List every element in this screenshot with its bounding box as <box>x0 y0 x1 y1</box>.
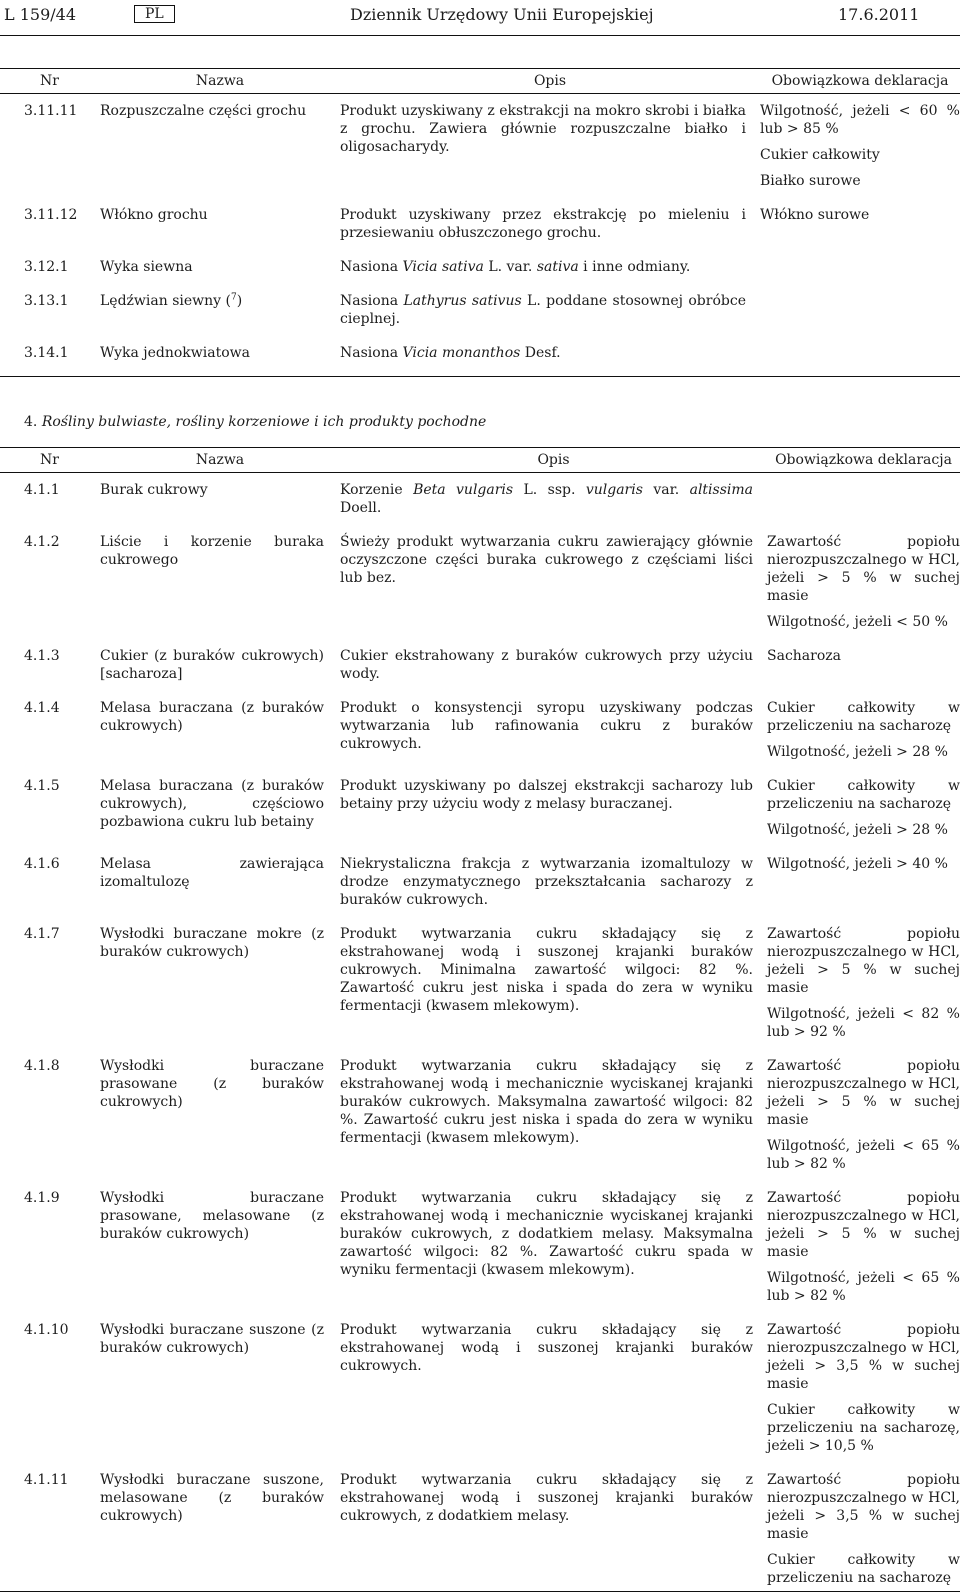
row-number <box>0 699 100 777</box>
declaration-item: Zawartość popiołu nierozpuszczalnego w HCl, jeżeli > 3,5 % w suchej masie <box>767 1472 960 1542</box>
table-row <box>0 94 960 207</box>
row-name-text: Liście i korzenie buraka cukrowego <box>100 534 324 568</box>
row-number <box>0 473 100 534</box>
row-declaration <box>760 292 960 344</box>
table-row <box>0 925 960 1057</box>
row-description <box>340 473 767 534</box>
row-declaration <box>767 647 960 699</box>
row-name-text: Melasa buraczana (z buraków cukrowych), częściowo pozbawiona cukru lub betainy <box>100 778 324 830</box>
section-title: Rośliny bulwiaste, rośliny korzeniowe i ich produkty pochodne <box>41 414 487 430</box>
column-header-opis: Opis <box>340 69 760 94</box>
table-row <box>0 292 960 344</box>
row-description-text: Niekrystaliczna frakcja z wytwarzania izomaltulozy w drodze enzymatycznego przekształcania sacharozy z buraków cukrowych. <box>340 856 753 908</box>
row-number-text: 3.11.12 <box>24 207 78 223</box>
row-name <box>100 292 340 344</box>
declaration-item: Wilgotność, jeżeli > 28 % <box>767 744 948 760</box>
row-number <box>0 925 100 1057</box>
declaration-item: Zawartość popiołu nierozpuszczalnego w HCl, jeżeli > 5 % w suchej masie <box>767 1190 960 1260</box>
row-name <box>100 647 340 699</box>
row-description <box>340 94 760 207</box>
description-part: Vicia sativa <box>402 259 484 275</box>
table-row <box>0 777 960 855</box>
row-name <box>100 1057 340 1189</box>
column-header-nr: Nr <box>0 448 100 473</box>
row-description <box>340 206 760 258</box>
row-declaration <box>760 206 960 258</box>
row-number <box>0 647 100 699</box>
description-part: i inne odmiany. <box>578 259 691 275</box>
description-part: Korzenie <box>340 482 414 498</box>
declaration-item: Sacharoza <box>767 648 841 664</box>
row-name <box>100 1471 340 1592</box>
row-number-text: 4.1.7 <box>24 926 60 942</box>
row-description <box>340 1189 767 1321</box>
row-number-text: 4.1.2 <box>24 534 60 550</box>
header-rule <box>0 35 960 36</box>
row-name <box>100 855 340 925</box>
row-name-text: Wyka siewna <box>100 259 193 275</box>
table-row <box>0 258 960 292</box>
row-number-text: 4.1.5 <box>24 778 60 794</box>
row-name-text: Rozpuszczalne części grochu <box>100 103 307 119</box>
description-part: Lathyrus sativus <box>403 293 522 309</box>
column-header-nazwa: Nazwa <box>100 69 340 94</box>
row-number-text: 3.14.1 <box>24 345 69 361</box>
column-header-nr: Nr <box>0 69 100 94</box>
row-number-text: 4.1.6 <box>24 856 60 872</box>
table-header-row <box>0 448 960 473</box>
row-description <box>340 855 767 925</box>
row-number-text: 4.1.11 <box>24 1472 69 1488</box>
table-row <box>0 533 960 647</box>
declaration-item: Wilgotność, jeżeli < 50 % <box>767 614 948 630</box>
section-number: 4. <box>24 414 38 430</box>
row-description <box>340 699 767 777</box>
row-number-text: 3.13.1 <box>24 293 69 309</box>
language-code: PL <box>134 5 175 23</box>
row-description-text: Produkt uzyskiwany z ekstrakcji na mokro skrobi i białka z grochu. Zawiera głównie rozpuszczalne białko i oligosacharydy. <box>340 103 746 155</box>
footnote-reference: 7 <box>230 292 237 303</box>
section-heading <box>24 413 486 431</box>
row-number <box>0 533 100 647</box>
row-name <box>100 925 340 1057</box>
description-part: sativa <box>536 259 579 275</box>
column-header-deklaracja: Obowiązkowa deklaracja <box>760 69 960 94</box>
description-part: Nasiona <box>340 293 404 309</box>
row-name-suffix: ) <box>236 293 243 309</box>
declaration-item: Wilgotność, jeżeli < 65 % lub > 82 % <box>767 1138 960 1172</box>
column-header-nazwa: Nazwa <box>100 448 340 473</box>
row-number <box>0 1057 100 1189</box>
table-row <box>0 1057 960 1189</box>
row-name <box>100 473 340 534</box>
row-number <box>0 1321 100 1471</box>
row-declaration <box>767 533 960 647</box>
row-name-text: Melasa zawierająca izomaltulozę <box>100 856 324 890</box>
row-name-text: Wysłodki buraczane suszone (z buraków cukrowych) <box>100 1322 324 1356</box>
row-description-text: Produkt o konsystencji syropu uzyskiwany podczas wytwarzania lub rafinowania cukru z buraków cukrowych. <box>340 700 753 752</box>
description-part: Nasiona <box>340 345 403 361</box>
row-description-text: Produkt uzyskiwany przez ekstrakcję po mieleniu i przesiewaniu obłuszczonego grochu. <box>340 207 746 241</box>
row-name <box>100 533 340 647</box>
description-part: Desf. <box>520 345 561 361</box>
row-declaration <box>767 855 960 925</box>
description-part: var. <box>642 482 690 498</box>
row-description <box>340 647 767 699</box>
journal-title: Dziennik Urzędowy Unii Europejskiej <box>350 5 654 24</box>
declaration-item: Cukier całkowity w przeliczeniu na sacharozę <box>767 778 960 812</box>
row-number <box>0 1471 100 1592</box>
declaration-item: Cukier całkowity <box>760 147 880 163</box>
declaration-item: Cukier całkowity w przeliczeniu na sacharozę <box>767 700 960 734</box>
row-number-text: 3.11.11 <box>24 103 78 119</box>
row-name <box>100 777 340 855</box>
feed-table-legumes <box>0 68 960 377</box>
row-description <box>340 533 767 647</box>
row-description-text: Cukier ekstrahowany z buraków cukrowych przy użyciu wody. <box>340 648 753 682</box>
description-part: Vicia monanthos <box>402 345 521 361</box>
declaration-item: Cukier całkowity w przeliczeniu na sacharozę, jeżeli > 10,5 % <box>767 1402 960 1454</box>
table-row <box>0 1321 960 1471</box>
row-description <box>340 1471 767 1592</box>
row-name-text: Cukier (z buraków cukrowych) [sacharoza] <box>100 648 324 682</box>
row-description-text: Produkt wytwarzania cukru składający się z ekstrahowanej wodą i mechanicznie wyciskanej krajanki buraków cukrowych. Maksymalna zawartość wilgoci: 82 %. Zawartość cukru jest niska i spada do zera w wyniku fermentacji (kwasem mlekowym). <box>340 1058 753 1146</box>
row-description-text: Produkt wytwarzania cukru składający się z ekstrahowanej wodą i suszonej krajanki buraków cukrowych. <box>340 1322 753 1374</box>
row-declaration <box>767 1321 960 1471</box>
row-number <box>0 94 100 207</box>
row-declaration <box>760 94 960 207</box>
description-part: L. var. <box>483 259 537 275</box>
row-description <box>340 344 760 377</box>
row-declaration <box>767 777 960 855</box>
row-description <box>340 925 767 1057</box>
row-number-text: 4.1.3 <box>24 648 60 664</box>
row-name <box>100 94 340 207</box>
row-number <box>0 1189 100 1321</box>
row-description-text: Produkt uzyskiwany po dalszej ekstrakcji sacharozy lub betainy przy użyciu wody z melasy buraczanej. <box>340 778 753 812</box>
row-number-text: 3.12.1 <box>24 259 69 275</box>
row-name <box>100 1189 340 1321</box>
table-row <box>0 699 960 777</box>
row-description <box>340 292 760 344</box>
row-number <box>0 292 100 344</box>
column-header-opis: Opis <box>340 448 767 473</box>
row-name-text: Włókno grochu <box>100 207 208 223</box>
declaration-item: Zawartość popiołu nierozpuszczalnego w HCl, jeżeli > 5 % w suchej masie <box>767 926 960 996</box>
table-row <box>0 1471 960 1592</box>
row-number-text: 4.1.9 <box>24 1190 60 1206</box>
row-name-text: Wysłodki buraczane prasowane (z buraków cukrowych) <box>100 1058 324 1110</box>
description-part: altissima <box>689 482 753 498</box>
row-number-text: 4.1.4 <box>24 700 60 716</box>
row-description-text: Produkt wytwarzania cukru składający się z ekstrahowanej wodą i mechanicznie wyciskanej krajanki buraków cukrowych, z dodatkiem melasy. Maksymalna zawartość wilgoci: 82 %. Zawartość cukru spada w wyniku fermentacji (kwasem mlekowym). <box>340 1190 753 1278</box>
row-name <box>100 206 340 258</box>
row-name <box>100 699 340 777</box>
row-number <box>0 855 100 925</box>
column-header-deklaracja: Obowiązkowa deklaracja <box>767 448 960 473</box>
description-part: L. poddane stosownej obróbce cieplnej. <box>340 293 746 327</box>
description-part: L. ssp. <box>513 482 586 498</box>
row-number <box>0 344 100 377</box>
description-part: Doell. <box>340 500 382 516</box>
row-number-text: 4.1.10 <box>24 1322 69 1338</box>
row-declaration <box>767 1471 960 1592</box>
declaration-item: Białko surowe <box>760 173 861 189</box>
row-declaration <box>760 344 960 377</box>
row-name <box>100 344 340 377</box>
declaration-item: Wilgotność, jeżeli > 40 % <box>767 856 948 872</box>
row-declaration <box>767 925 960 1057</box>
row-number <box>0 777 100 855</box>
row-number-text: 4.1.1 <box>24 482 60 498</box>
row-name-text: Burak cukrowy <box>100 482 208 498</box>
row-name-text: Lędźwian siewny ( <box>100 293 231 309</box>
language-badge <box>134 2 175 24</box>
row-number <box>0 206 100 258</box>
row-description-text: Świeży produkt wytwarzania cukru zawierający głównie oczyszczone części buraka cukrowego z częściami liści lub bez. <box>340 534 753 586</box>
row-number-text: 4.1.8 <box>24 1058 60 1074</box>
row-name-text: Wysłodki buraczane mokre (z buraków cukrowych) <box>100 926 324 960</box>
row-declaration <box>767 1057 960 1189</box>
row-name-text: Wyka jednokwiatowa <box>100 345 250 361</box>
row-declaration <box>760 258 960 292</box>
table-row <box>0 647 960 699</box>
declaration-item: Wilgotność, jeżeli > 28 % <box>767 822 948 838</box>
publication-date: 17.6.2011 <box>838 5 920 24</box>
table-header-row <box>0 69 960 94</box>
row-name <box>100 1321 340 1471</box>
row-name-text: Wysłodki buraczane prasowane, melasowane (z buraków cukrowych) <box>100 1190 324 1242</box>
row-description-text: Produkt wytwarzania cukru składający się z ekstrahowanej wodą i suszonej krajanki buraków cukrowych. Minimalna zawartość wilgoci: 82 %. Zawartość cukru jest niska i spada do zera w wyniku fermentacji (kwasem mlekowym). <box>340 926 753 1014</box>
row-description <box>340 1321 767 1471</box>
row-description-text: Produkt wytwarzania cukru składający się z ekstrahowanej wodą i suszonej krajanki buraków cukrowych, z dodatkiem melasy. <box>340 1472 753 1524</box>
declaration-item: Wilgotność, jeżeli < 65 % lub > 82 % <box>767 1270 960 1304</box>
declaration-item: Wilgotność, jeżeli < 60 % lub > 85 % <box>760 103 960 137</box>
declaration-item: Włókno surowe <box>760 207 870 223</box>
declaration-item: Cukier całkowity w przeliczeniu na sacharozę <box>767 1552 960 1586</box>
row-name-text: Wysłodki buraczane suszone, melasowane (z buraków cukrowych) <box>100 1472 324 1524</box>
declaration-item: Zawartość popiołu nierozpuszczalnego w HCl, jeżeli > 3,5 % w suchej masie <box>767 1322 960 1392</box>
row-description <box>340 777 767 855</box>
table-row <box>0 855 960 925</box>
table-row <box>0 473 960 534</box>
row-name <box>100 258 340 292</box>
row-description <box>340 258 760 292</box>
table-row <box>0 344 960 377</box>
row-declaration <box>767 473 960 534</box>
table-row <box>0 206 960 258</box>
table-row <box>0 1189 960 1321</box>
description-part: vulgaris <box>585 482 643 498</box>
row-description <box>340 1057 767 1189</box>
row-declaration <box>767 1189 960 1321</box>
row-declaration <box>767 699 960 777</box>
row-name-text: Melasa buraczana (z buraków cukrowych) <box>100 700 324 734</box>
page-reference: L 159/44 <box>4 5 76 24</box>
row-number <box>0 258 100 292</box>
description-part: Nasiona <box>340 259 403 275</box>
declaration-item: Zawartość popiołu nierozpuszczalnego w HCl, jeżeli > 5 % w suchej masie <box>767 1058 960 1128</box>
declaration-item: Wilgotność, jeżeli < 82 % lub > 92 % <box>767 1006 960 1040</box>
declaration-item: Zawartość popiołu nierozpuszczalnego w HCl, jeżeli > 5 % w suchej masie <box>767 534 960 604</box>
description-part: Beta vulgaris <box>413 482 514 498</box>
feed-table-root-crops <box>0 447 960 1592</box>
